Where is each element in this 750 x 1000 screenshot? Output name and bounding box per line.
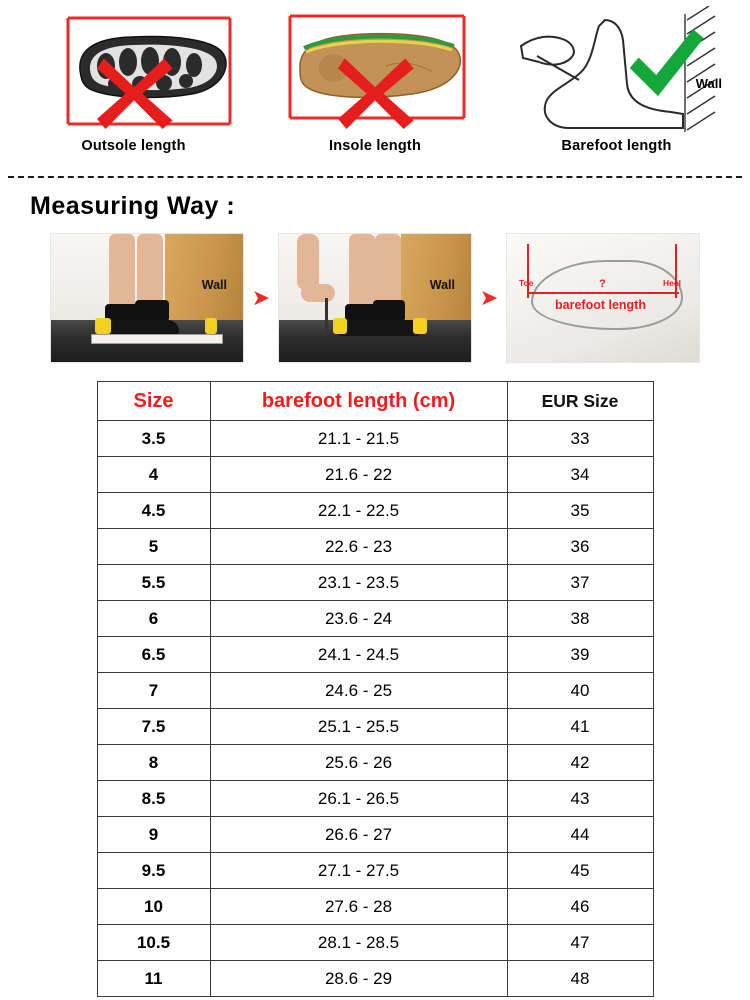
- measuring-step-1: [50, 233, 244, 363]
- cell-size: 6.5: [97, 637, 210, 673]
- cell-length: 22.6 - 23: [210, 529, 507, 565]
- table-row: [97, 853, 653, 889]
- table-row: [97, 745, 653, 781]
- measuring-steps: [0, 233, 750, 363]
- measure-line: [529, 292, 679, 294]
- insole-length-label: Insole length: [328, 138, 422, 154]
- cell-size: 10: [97, 889, 210, 925]
- cell-length: 22.1 - 22.5: [210, 493, 507, 529]
- check-mark-icon: [621, 24, 709, 112]
- table-row: [97, 601, 653, 637]
- shoe: [337, 320, 421, 336]
- size-chart-table: [97, 381, 654, 997]
- table-row: [97, 457, 653, 493]
- heel-guide-line: [675, 244, 677, 298]
- cell-length: 25.6 - 26: [210, 745, 507, 781]
- outsole-length-label: Outsole length: [81, 138, 186, 154]
- cell-size: 8: [97, 745, 210, 781]
- measuring-step-2: [278, 233, 472, 363]
- cell-eur: 33: [507, 421, 653, 457]
- cell-eur: 45: [507, 853, 653, 889]
- insole-svg: [268, 6, 483, 136]
- sock-front: [373, 300, 405, 322]
- cell-size: 10.5: [97, 925, 210, 961]
- heel-marker: [205, 318, 217, 334]
- wall-label-step-2: Wall: [429, 278, 455, 292]
- cell-size: 3.5: [97, 421, 210, 457]
- measuring-step-3: [506, 233, 700, 363]
- leg-back: [349, 234, 375, 308]
- leg-front: [137, 234, 163, 304]
- outsole-length-item: [26, 6, 241, 154]
- leg-front: [375, 234, 401, 304]
- cell-eur: 48: [507, 961, 653, 997]
- table-row: [97, 709, 653, 745]
- table-row: [97, 961, 653, 997]
- cell-size: 8.5: [97, 781, 210, 817]
- cell-size: 6: [97, 601, 210, 637]
- barefoot-against-wall-illustration: [509, 6, 724, 136]
- cell-size: 5: [97, 529, 210, 565]
- arm: [297, 234, 319, 290]
- cell-eur: 41: [507, 709, 653, 745]
- table-row: [97, 493, 653, 529]
- toe-marker: [333, 318, 347, 334]
- section-divider: [8, 176, 742, 178]
- cell-eur: 47: [507, 925, 653, 961]
- wall-label: Wall: [695, 76, 722, 91]
- cell-length: 25.1 - 25.5: [210, 709, 507, 745]
- barefoot-length-caption: barefoot length: [555, 298, 646, 312]
- foot-outline: [531, 260, 683, 330]
- cell-eur: 34: [507, 457, 653, 493]
- table-row: [97, 421, 653, 457]
- cell-eur: 43: [507, 781, 653, 817]
- step-arrow-2: ➤: [479, 285, 499, 310]
- heel-label: Heel: [663, 278, 681, 288]
- cell-eur: 37: [507, 565, 653, 601]
- header-size: Size: [97, 382, 210, 421]
- cell-length: 27.1 - 27.5: [210, 853, 507, 889]
- cell-size: 7: [97, 673, 210, 709]
- outsole-svg: [26, 6, 241, 136]
- toe-label: Toe: [519, 278, 534, 288]
- table-row: [97, 565, 653, 601]
- table-row: [97, 529, 653, 565]
- cell-size: 5.5: [97, 565, 210, 601]
- table-row: [97, 637, 653, 673]
- table-header-row: [97, 382, 653, 421]
- cell-length: 23.6 - 24: [210, 601, 507, 637]
- step-arrow-1: ➤: [251, 285, 271, 310]
- cell-eur: 35: [507, 493, 653, 529]
- cell-size: 9: [97, 817, 210, 853]
- cell-size: 4.5: [97, 493, 210, 529]
- cell-length: 21.6 - 22: [210, 457, 507, 493]
- cell-eur: 44: [507, 817, 653, 853]
- toe-guide-line: [527, 244, 529, 298]
- cell-eur: 36: [507, 529, 653, 565]
- cell-eur: 46: [507, 889, 653, 925]
- size-chart-body: [97, 421, 653, 997]
- ruler: [91, 334, 223, 344]
- wall-label-step-1: Wall: [201, 278, 227, 292]
- barefoot-length-label: Barefoot length: [561, 138, 672, 154]
- cell-size: 4: [97, 457, 210, 493]
- length-comparison-panel: [0, 0, 750, 172]
- toe-marker: [95, 318, 111, 334]
- header-eur-size: EUR Size: [507, 382, 653, 421]
- leg-back: [109, 234, 135, 308]
- cell-length: 23.1 - 23.5: [210, 565, 507, 601]
- table-row: [97, 817, 653, 853]
- cell-length: 21.1 - 21.5: [210, 421, 507, 457]
- cell-size: 9.5: [97, 853, 210, 889]
- question-mark-label: ?: [599, 278, 606, 290]
- cell-length: 28.6 - 29: [210, 961, 507, 997]
- cell-size: 11: [97, 961, 210, 997]
- insole-length-item: [268, 6, 483, 154]
- cell-eur: 38: [507, 601, 653, 637]
- cell-eur: 42: [507, 745, 653, 781]
- hand: [301, 284, 335, 302]
- table-row: [97, 925, 653, 961]
- pencil: [325, 298, 328, 332]
- cell-length: 24.1 - 24.5: [210, 637, 507, 673]
- cell-eur: 40: [507, 673, 653, 709]
- table-row: [97, 889, 653, 925]
- sock-front: [135, 300, 169, 322]
- insole-illustration: [268, 6, 483, 136]
- header-barefoot-length: barefoot length (cm): [210, 382, 507, 421]
- table-row: [97, 781, 653, 817]
- cell-size: 7.5: [97, 709, 210, 745]
- measuring-way-title: Measuring Way :: [30, 192, 236, 220]
- cell-length: 26.6 - 27: [210, 817, 507, 853]
- sneaker-outsole-illustration: [26, 6, 241, 136]
- heel-marker: [413, 318, 427, 334]
- cell-length: 26.1 - 26.5: [210, 781, 507, 817]
- barefoot-length-item: [509, 6, 724, 154]
- cell-length: 24.6 - 25: [210, 673, 507, 709]
- cell-length: 28.1 - 28.5: [210, 925, 507, 961]
- table-row: [97, 673, 653, 709]
- cell-eur: 39: [507, 637, 653, 673]
- cell-length: 27.6 - 28: [210, 889, 507, 925]
